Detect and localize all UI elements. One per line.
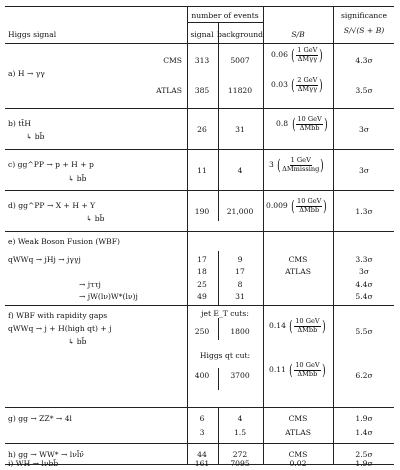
section-a-cms-signal: 313 [194, 56, 210, 65]
section-d-label: d) gg^PP → X + H + Y [8, 201, 96, 210]
section-f-sb-2: 0.11 ( $\frac{\text{10 GeV}}{\text{ΔMbb}}$ ) [269, 360, 326, 379]
section-e-title: e) Weak Boson Fusion (WBF) [8, 237, 120, 246]
section-g-bg-2: 1.5 [233, 428, 247, 437]
section-a-bottom-rule [5, 108, 394, 109]
section-f-cut2-label: Higgs qt cut: [199, 351, 251, 360]
section-c-bg: 4 [237, 166, 243, 175]
section-f-title: f) WBF with rapidity gaps [8, 311, 108, 320]
table-top-rule [5, 6, 394, 7]
section-i-bg: 7095 [230, 459, 250, 468]
section-e-sig-4: 5.4σ [355, 292, 373, 301]
header-sb: S/B [291, 30, 305, 39]
section-b-signal: 26 [197, 125, 207, 134]
section-a-label: a) H → γγ [8, 69, 45, 78]
col-divider-3 [333, 6, 334, 464]
section-e-signal-3: 25 [197, 280, 207, 289]
section-g-signal-2: 3 [199, 428, 205, 437]
section-g-sig-1: 1.9σ [355, 414, 373, 423]
section-i-label: i) WH → lνbb̄ [8, 459, 59, 468]
section-d-decay: ↳ bb̄ [86, 214, 105, 223]
section-e-exp-2: ATLAS [285, 267, 311, 276]
section-d-signal: 190 [194, 207, 210, 216]
section-g-exp-2: ATLAS [285, 428, 311, 437]
section-b-label: b) tt̄H [8, 119, 31, 128]
section-f-decay: ↳ bb̄ [68, 337, 87, 346]
section-e-sig-1: 3.3σ [355, 255, 373, 264]
section-e-exp-1: CMS [288, 255, 308, 264]
section-e-signal-2: 18 [197, 267, 207, 276]
section-g-sig-2: 1.4σ [355, 428, 373, 437]
section-f-sig-2: 6.2σ [355, 371, 373, 380]
section-a-atlas-bg: 11820 [227, 86, 253, 95]
section-e-bg-1: 9 [237, 255, 243, 264]
header-events-group: number of events [191, 11, 259, 20]
header-signal: signal [190, 30, 214, 39]
section-b-sig: 3σ [358, 125, 370, 134]
section-e-bottom-rule [5, 305, 394, 306]
section-a-cms-bg: 5007 [230, 56, 250, 65]
events-group-rule [187, 22, 263, 23]
section-h-bg: 272 [232, 450, 248, 459]
section-h-label: h) gg → WW* → lνl̄ν̄ [8, 450, 84, 459]
section-a-atlas: ATLAS [156, 86, 182, 95]
section-f-sig-1: 5.5σ [355, 327, 373, 336]
section-a-cms-sig: 4.3σ [355, 56, 373, 65]
section-h-signal: 44 [197, 450, 207, 459]
section-e-proc3: → jW(lν)W*(lν)j [79, 292, 138, 301]
section-c-decay: ↳ bb̄ [68, 174, 87, 183]
section-c-label: c) gg^PP → p + H + p [8, 160, 94, 169]
section-e-signal-1: 17 [197, 255, 207, 264]
signal-background-divider [218, 318, 219, 340]
section-f-cut1-label: jet E_T cuts: [201, 309, 249, 318]
section-g-bg-1: 4 [237, 414, 243, 423]
section-a-cms-sb: 0.06 ( $\frac{\text{1 GeV}}{\text{ΔMγγ}}$ ) [271, 45, 324, 64]
section-d-sb: 0.009 ( $\frac{\text{10 GeV}}{\text{ΔMbb}}$ ) [266, 196, 328, 215]
section-h-exp: CMS [288, 450, 308, 459]
section-f-bg-2: 3700 [230, 371, 250, 380]
signal-background-divider [218, 251, 219, 305]
section-b-decay: ↳ bb̄ [26, 132, 45, 141]
section-g-exp-1: CMS [288, 414, 308, 423]
signal-background-divider [218, 407, 219, 464]
section-e-sig-3: 4.4σ [355, 280, 373, 289]
section-g-label: g) gg → ZZ* → 4l [8, 414, 72, 423]
section-a-atlas-signal: 385 [194, 86, 210, 95]
section-f-signal-2: 400 [194, 371, 210, 380]
section-b-bottom-rule [5, 149, 394, 150]
section-e-bg-2: 17 [235, 267, 245, 276]
section-f-signal-1: 250 [194, 327, 210, 336]
section-h-sig: 2.5σ [355, 450, 373, 459]
section-a-atlas-sig: 3.5σ [355, 86, 373, 95]
col-divider-2 [263, 6, 264, 464]
section-f-proc: qWWq → j + H(high qt) + j [8, 324, 112, 333]
section-e-bg-3: 8 [237, 280, 243, 289]
section-i-sb: 0.02 [289, 459, 307, 468]
section-e-proc1: qWWq → jHj → jγγj [8, 255, 81, 264]
section-g-bottom-rule [5, 443, 394, 444]
section-b-bg: 31 [235, 125, 245, 134]
section-d-bg: 21,000 [226, 207, 254, 216]
section-e-proc2: → jττj [79, 280, 101, 289]
section-d-sig: 1.3σ [355, 207, 373, 216]
signal-background-divider [218, 368, 219, 390]
section-a-atlas-sb: 0.03 ( $\frac{\text{2 GeV}}{\text{ΔMγγ}}$ ) [271, 75, 324, 94]
header-signal-name: Higgs signal [8, 30, 57, 39]
header-significance: significance [341, 11, 387, 20]
section-e-bg-4: 31 [235, 292, 245, 301]
section-f-bottom-rule [5, 407, 394, 408]
section-c-sb: 3 ( $\frac{\text{1 GeV}}{\text{ΔMmissing}}$ ) [269, 155, 325, 174]
section-i-sig: 1.9σ [355, 459, 373, 468]
section-g-signal-1: 6 [199, 414, 205, 423]
section-b-sb: 0.8 ( $\frac{\text{10 GeV}}{\text{ΔMbb}}$ ) [276, 114, 328, 133]
section-d-bottom-rule [5, 231, 394, 232]
section-e-signal-4: 49 [197, 292, 207, 301]
section-c-bottom-rule [5, 190, 394, 191]
section-e-sig-2: 3σ [358, 267, 370, 276]
header-background: background [217, 30, 263, 39]
col-divider-1 [187, 6, 188, 464]
section-f-bg-1: 1800 [230, 327, 250, 336]
signal-background-divider [218, 43, 219, 221]
section-f-sb-1: 0.14 ( $\frac{\text{10 GeV}}{\text{ΔMbb}}$ ) [269, 316, 326, 335]
section-a-cms: CMS [163, 56, 182, 65]
section-c-sig: 3σ [358, 166, 370, 175]
header-bottom-rule [5, 43, 394, 44]
section-i-signal: 161 [194, 459, 210, 468]
header-significance-formula: S/√(S + B) [343, 26, 385, 35]
section-c-signal: 11 [197, 166, 207, 175]
